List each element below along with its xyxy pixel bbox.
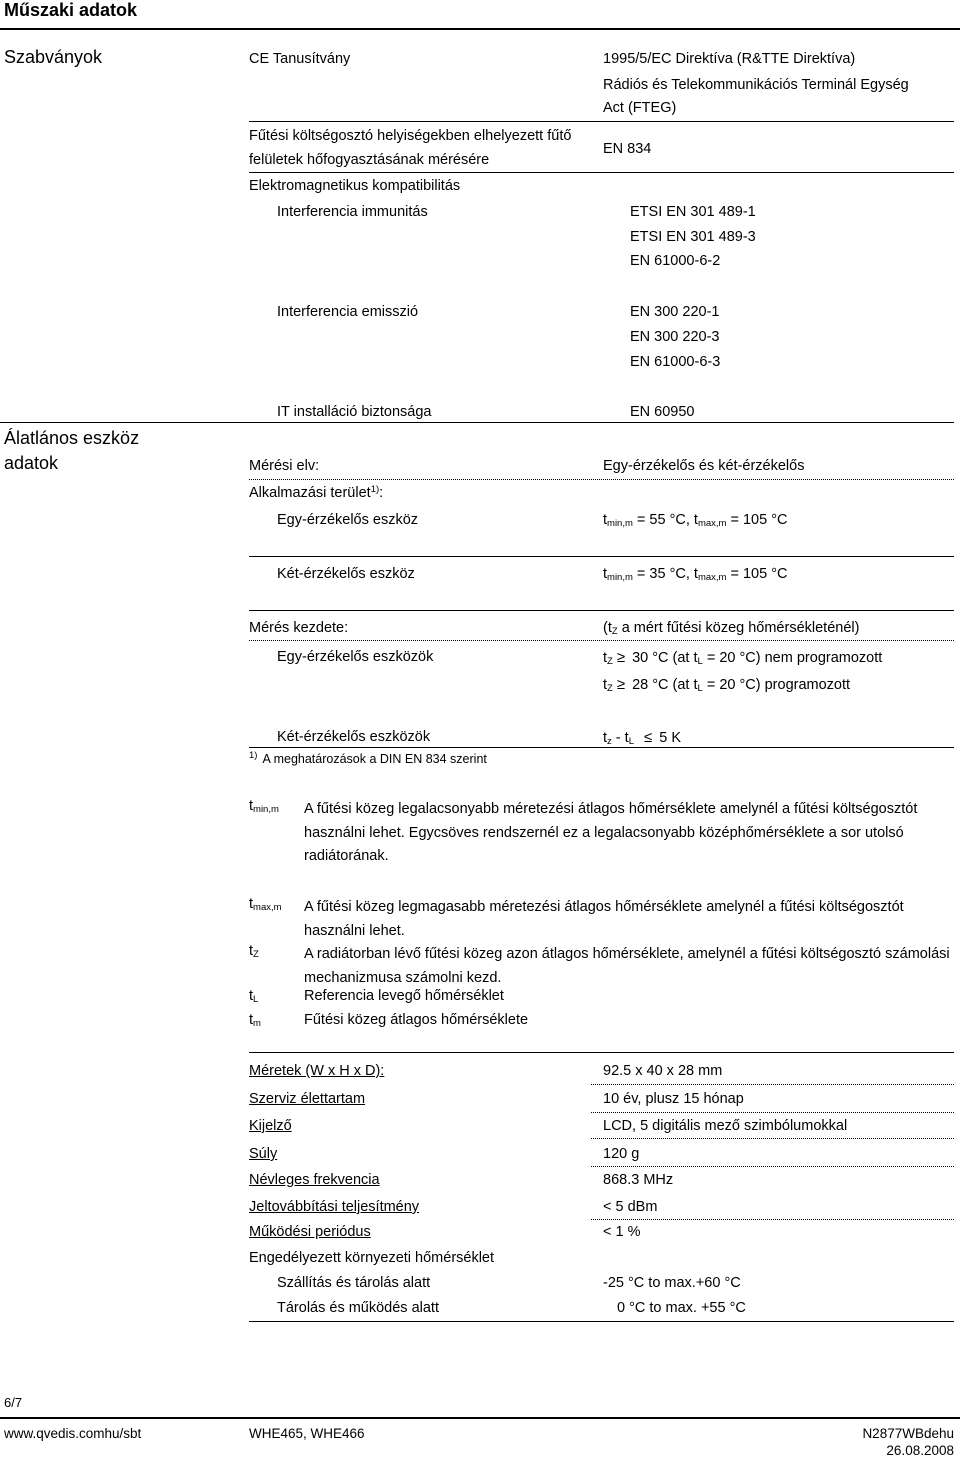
spec-label: Jeltovábbítási teljesítmény	[249, 1199, 420, 1215]
dotted-rule	[249, 479, 954, 480]
dotted-rule	[591, 1138, 954, 1139]
spec-value: 868.3 MHz	[603, 1172, 674, 1188]
def-tm-symbol: $t_m$	[249, 1012, 261, 1029]
dotted-rule	[591, 1219, 954, 1220]
dotted-rule	[591, 1084, 954, 1085]
emc-label: Elektromagnetikus kompatibilitás	[249, 178, 461, 194]
principle-label: Mérési elv:	[249, 458, 320, 474]
rule	[249, 556, 954, 557]
heat-label-1: Fűtési költségosztó helyiségekben elhelyezett fűtő	[249, 128, 572, 144]
single-devices-label: Egy-érzékelős eszközök	[277, 649, 434, 665]
def-tz-text: A radiátorban lévő fűtési közeg azon átlagos hőmérséklete, amelynél a fűtési költségosztó számolási mechanizmusa számolni kezd.	[304, 946, 950, 986]
def-tmin-symbol: $t_{min,m}$	[249, 798, 279, 815]
spec-label: Kijelző	[249, 1118, 292, 1134]
def-tm-text: Fűtési közeg átlagos hőmérséklete	[304, 1012, 529, 1028]
ce-value-1: 1995/5/EC Direktíva (R&TTE Direktíva)	[603, 51, 856, 67]
spec-value: < 5 dBm	[603, 1199, 658, 1215]
spec-label: Engedélyezett környezeti hőmérséklet	[249, 1250, 495, 1266]
def-tmin-text: A fűtési közeg legalacsonyabb méretezési átlagos hőmérséklete amelynél a fűtési költségosztót használni lehet. Egycsöves rendszernél ez a legalacsonyabb középhőmérséklete a sor utolsó radiátorának.	[304, 801, 918, 864]
ce-value-2b: Act (FTEG)	[603, 100, 677, 116]
emission-value-1: EN 300 220-1	[630, 304, 720, 320]
rule	[249, 747, 954, 748]
specs-rule	[249, 1052, 954, 1053]
spec-value: < 1 %	[603, 1224, 641, 1240]
immunity-value-1: ETSI EN 301 489-1	[630, 204, 756, 220]
start-value: ($t_Z$ a mért fűtési közeg hőmérsékleténél)	[603, 620, 860, 637]
immunity-value-2: ETSI EN 301 489-3	[630, 229, 756, 245]
specs-end-rule	[249, 1321, 954, 1322]
spec-label: Tárolás és működés alatt	[277, 1300, 439, 1316]
def-tmax-symbol: $t_{max,m}$	[249, 896, 282, 913]
emission-label: Interferencia emisszió	[277, 304, 419, 320]
def-tz-symbol: $t_Z$	[249, 943, 259, 960]
section-rule	[0, 422, 954, 423]
def-tl-symbol: $t_L$	[249, 988, 259, 1005]
section-general-1: Álatlános eszköz	[4, 428, 140, 448]
dotted-rule	[249, 640, 954, 641]
title-rule	[0, 28, 960, 30]
page-number: 6/7	[4, 1395, 23, 1410]
spec-label: Névleges frekvencia	[249, 1172, 380, 1188]
rule	[249, 172, 954, 173]
dotted-rule	[591, 1112, 954, 1113]
spec-label: Méretek (W x H x D):	[249, 1063, 385, 1079]
rule	[249, 610, 954, 611]
single-line-1: $t_Z \ge 30$ °C (at $t_L = 20$ °C) nem programozott	[603, 649, 883, 667]
footer-models: WHE465, WHE466	[249, 1426, 365, 1441]
heat-value: EN 834	[603, 141, 652, 157]
footer-date: 26.08.2008	[886, 1443, 954, 1458]
footnote: $^{1)}$ A meghatározások a DIN EN 834 szerint	[249, 750, 487, 766]
application-label: Alkalmazási terület$^{1)}$:	[249, 484, 384, 501]
section-standards: Szabványok	[4, 47, 103, 67]
section-general-2: adatok	[4, 453, 59, 473]
ce-value-2a: Rádiós és Telekommunikációs Terminál Egység	[603, 77, 909, 93]
rule	[249, 121, 954, 122]
spec-label: Súly	[249, 1146, 278, 1162]
ce-label: CE Tanusítvány	[249, 51, 351, 67]
dual-device-value: $t_{min,m} = 35$ °C, $t_{max,m} = 105$ °C	[603, 566, 788, 583]
start-label: Mérés kezdete:	[249, 620, 349, 636]
footer-doc-id: N2877WBdehu	[862, 1426, 954, 1441]
footer-rule	[0, 1417, 960, 1419]
emission-value-3: EN 61000-6-3	[630, 354, 721, 370]
spec-value: 0 °C to max. +55 °C	[617, 1300, 746, 1316]
page-title: Műszaki adatok	[4, 0, 138, 20]
immunity-value-3: EN 61000-6-2	[630, 253, 721, 269]
spec-value: 10 év, plusz 15 hónap	[603, 1091, 744, 1107]
single-device-value: $t_{min,m} = 55$ °C, $t_{max,m} = 105$ °C	[603, 512, 788, 529]
heat-label-2: felületek hőfogyasztásának mérésére	[249, 152, 490, 168]
spec-label: Szállítás és tárolás alatt	[277, 1275, 431, 1291]
it-label: IT installáció biztonsága	[277, 404, 432, 420]
single-line-2: $t_Z \ge 28$ °C (at $t_L = 20$ °C) programozott	[603, 676, 851, 694]
single-device-label: Egy-érzékelős eszköz	[277, 512, 419, 528]
spec-label: Működési periódus	[249, 1224, 371, 1240]
footer-url[interactable]: www.qvedis.comhu/sbt	[4, 1426, 142, 1441]
dotted-rule	[591, 1166, 954, 1167]
spec-value: -25 °C to max.+60 °C	[603, 1275, 741, 1291]
spec-value: 120 g	[603, 1146, 640, 1162]
spec-label: Szerviz élettartam	[249, 1091, 366, 1107]
dual-value: $t_z - t_L \le 5$ K	[603, 729, 681, 747]
def-tl-text: Referencia levegő hőmérséklet	[304, 988, 504, 1004]
def-tmax-text: A fűtési közeg legmagasabb méretezési átlagos hőmérséklete amelynél a fűtési költségosztót használni lehet.	[304, 899, 904, 939]
dual-devices-label: Két-érzékelős eszközök	[277, 729, 431, 745]
spec-value: 92.5 x 40 x 28 mm	[603, 1063, 723, 1079]
emission-value-2: EN 300 220-3	[630, 329, 720, 345]
it-value: EN 60950	[630, 404, 695, 420]
immunity-label: Interferencia immunitás	[277, 204, 428, 220]
dual-device-label: Két-érzékelős eszköz	[277, 566, 415, 582]
spec-value: LCD, 5 digitális mező szimbólumokkal	[603, 1118, 848, 1134]
principle-value: Egy-érzékelős és két-érzékelős	[603, 458, 805, 474]
